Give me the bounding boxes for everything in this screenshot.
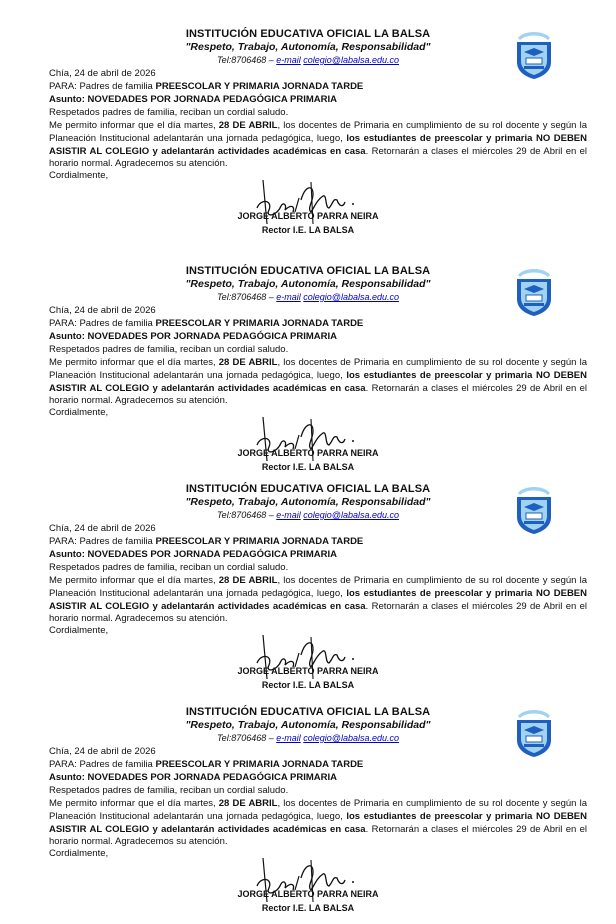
- recipient-line: PARA: Padres de familia PREESCOLAR Y PRIMARIA JORNADA TARDE: [49, 759, 364, 770]
- signer-name: JORGE ALBERTO PARRA NEIRA: [237, 889, 379, 899]
- phone-text: Tel:8706468 –: [217, 733, 277, 743]
- institution-name: INSTITUCIÓN EDUCATIVA OFICIAL LA BALSA: [185, 265, 431, 277]
- school-motto: "Respeto, Trabajo, Autonomía, Responsabilidad": [185, 496, 431, 508]
- subject-line: Asunto: NOVEDADES POR JORNADA PEDAGÓGICA PRIMARIA: [49, 549, 338, 560]
- greeting-line: Respetados padres de familia, reciban un cordial saludo.: [49, 785, 289, 796]
- contact-line: [0, 55, 616, 65]
- email-link[interactable]: colegio@labalsa.edu.co: [303, 292, 399, 302]
- email-link[interactable]: colegio@labalsa.edu.co: [303, 733, 399, 743]
- letter-date: Chía, 24 de abril de 2026: [49, 305, 156, 316]
- contact-line: [0, 292, 616, 302]
- email-label: e-mail: [276, 55, 301, 65]
- signer-role: Rector I.E. LA BALSA: [261, 225, 355, 235]
- body-paragraph: Me permito informar que el día martes, 28 DE ABRIL, los docentes de Primaria en cumplimiento de su rol docente y según la Planeación Institucional adelantarán una jornada pedagógica, luego, los estudiantes de preescolar y primaria NO DEBEN ASISTIR AL COLEGIO y adelantarán actividades académicas en casa. Retornarán a clases el miércoles 29 de Abril en el horario normal. Agradecemos su atención.: [49, 575, 588, 625]
- body-paragraph: Me permito informar que el día martes, 28 DE ABRIL, los docentes de Primaria en cumplimiento de su rol docente y según la Planeación Institucional adelantarán una jornada pedagógica, luego, los estudiantes de preescolar y primaria NO DEBEN ASISTIR AL COLEGIO y adelantarán actividades académicas en casa. Retornarán a clases el miércoles 29 de Abril en el horario normal. Agradecemos su atención.: [49, 120, 588, 170]
- greeting-line: Respetados padres de familia, reciban un cordial saludo.: [49, 562, 289, 573]
- contact-line: [0, 510, 616, 520]
- body-paragraph: Me permito informar que el día martes, 28 DE ABRIL, los docentes de Primaria en cumplimiento de su rol docente y según la Planeación Institucional adelantarán una jornada pedagógica, luego, los estudiantes de preescolar y primaria NO DEBEN ASISTIR AL COLEGIO y adelantarán actividades académicas en casa. Retornarán a clases el miércoles 29 de Abril en el horario normal. Agradecemos su atención.: [49, 798, 588, 848]
- phone-text: Tel:8706468 –: [217, 55, 277, 65]
- letter-date: Chía, 24 de abril de 2026: [49, 523, 156, 534]
- body-paragraph: Me permito informar que el día martes, 28 DE ABRIL, los docentes de Primaria en cumplimiento de su rol docente y según la Planeación Institucional adelantarán una jornada pedagógica, luego, los estudiantes de preescolar y primaria NO DEBEN ASISTIR AL COLEGIO y adelantarán actividades académicas en casa. Retornarán a clases el miércoles 29 de Abril en el horario normal. Agradecemos su atención.: [49, 357, 588, 407]
- school-motto: "Respeto, Trabajo, Autonomía, Responsabilidad": [185, 719, 431, 731]
- email-label: e-mail: [276, 292, 301, 302]
- closing-line: Cordialmente,: [49, 407, 109, 418]
- school-motto: "Respeto, Trabajo, Autonomía, Responsabilidad": [185, 278, 431, 290]
- letter-date: Chía, 24 de abril de 2026: [49, 746, 156, 757]
- phone-text: Tel:8706468 –: [217, 510, 277, 520]
- email-label: e-mail: [276, 510, 301, 520]
- recipient-line: PARA: Padres de familia PREESCOLAR Y PRIMARIA JORNADA TARDE: [49, 81, 364, 92]
- email-link[interactable]: colegio@labalsa.edu.co: [303, 55, 399, 65]
- letter-date: Chía, 24 de abril de 2026: [49, 68, 156, 79]
- closing-line: Cordialmente,: [49, 848, 109, 859]
- recipient-line: PARA: Padres de familia PREESCOLAR Y PRIMARIA JORNADA TARDE: [49, 536, 364, 547]
- signer-role: Rector I.E. LA BALSA: [261, 903, 355, 913]
- signer-name: JORGE ALBERTO PARRA NEIRA: [237, 211, 379, 221]
- subject-line: Asunto: NOVEDADES POR JORNADA PEDAGÓGICA PRIMARIA: [49, 331, 338, 342]
- institution-name: INSTITUCIÓN EDUCATIVA OFICIAL LA BALSA: [185, 706, 431, 718]
- subject-line: Asunto: NOVEDADES POR JORNADA PEDAGÓGICA PRIMARIA: [49, 94, 338, 105]
- institution-name: INSTITUCIÓN EDUCATIVA OFICIAL LA BALSA: [185, 28, 431, 40]
- school-motto: "Respeto, Trabajo, Autonomía, Responsabilidad": [185, 41, 431, 53]
- subject-line: Asunto: NOVEDADES POR JORNADA PEDAGÓGICA PRIMARIA: [49, 772, 338, 783]
- signer-role: Rector I.E. LA BALSA: [261, 462, 355, 472]
- signer-role: Rector I.E. LA BALSA: [261, 680, 355, 690]
- institution-name: INSTITUCIÓN EDUCATIVA OFICIAL LA BALSA: [185, 483, 431, 495]
- contact-line: [0, 733, 616, 743]
- greeting-line: Respetados padres de familia, reciban un cordial saludo.: [49, 107, 289, 118]
- closing-line: Cordialmente,: [49, 625, 109, 636]
- email-label: e-mail: [276, 733, 301, 743]
- greeting-line: Respetados padres de familia, reciban un cordial saludo.: [49, 344, 289, 355]
- email-link[interactable]: colegio@labalsa.edu.co: [303, 510, 399, 520]
- signer-name: JORGE ALBERTO PARRA NEIRA: [237, 666, 379, 676]
- recipient-line: PARA: Padres de familia PREESCOLAR Y PRIMARIA JORNADA TARDE: [49, 318, 364, 329]
- signer-name: JORGE ALBERTO PARRA NEIRA: [237, 448, 379, 458]
- phone-text: Tel:8706468 –: [217, 292, 277, 302]
- closing-line: Cordialmente,: [49, 170, 109, 181]
